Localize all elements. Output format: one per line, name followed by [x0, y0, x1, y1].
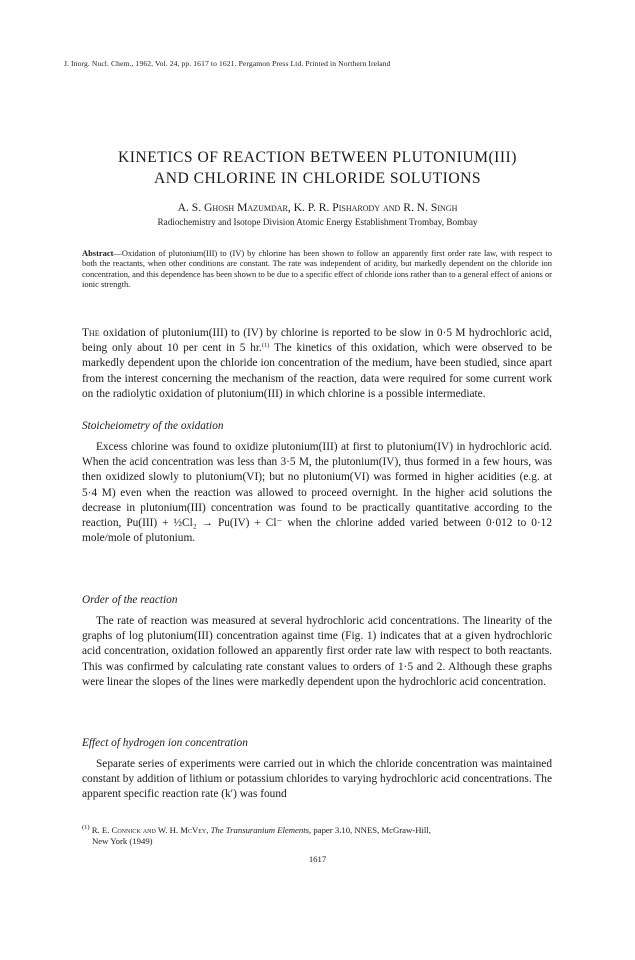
authors-text: A. S. Ghosh Mazumdar, K. P. R. Pisharody and R. N. Singh	[177, 201, 458, 214]
intro-text-1: oxidation of plutonium(III) to (IV) by chlorine is reported to be slow in 0·5 M hydrochloric acid, being only about 10 per cent in 5 hr.	[82, 327, 552, 355]
journal-citation-header: J. Inorg. Nucl. Chem., 1962, Vol. 24, pp. 1617 to 1621. Pergamon Press Ltd. Printed in Northern Ireland	[64, 59, 391, 68]
section-order-text	[82, 614, 552, 690]
affiliation: Radiochemistry and Isotope Division Atomic Energy Establishment Trombay, Bombay	[157, 217, 478, 227]
reference-marker: (1)	[261, 342, 270, 350]
intro-text-2: The kinetics of this oxidation, which were observed to be markedly dependent upon the chloride ion concentration of the medium, have been studied, since apart from the interest concerning the mechanism of the reaction, data were required for some current work on the radiolytic oxidation of plutonium(III) in which chlorine is a possible intermediate.	[82, 342, 553, 400]
footnote-marker: (1)	[82, 824, 90, 831]
intro-paragraph	[82, 326, 552, 402]
section-heading-hydrogen-ion: Effect of hydrogen ion concentration	[82, 737, 248, 749]
footnote-rest: , paper 3.10, NNES, McGraw-Hill,	[309, 825, 431, 835]
author-list	[40, 201, 595, 215]
article-title	[40, 147, 595, 189]
abstract	[82, 248, 552, 289]
section-hydrogen-ion-text	[82, 757, 552, 803]
section-heading-stoicheiometry: Stoicheiometry of the oxidation	[82, 420, 224, 432]
footnote-work-title: The Transuranium Elements	[210, 825, 310, 835]
abstract-text: —Oxidation of plutonium(III) to (IV) by chlorine has been shown to follow an apparently first order rate law, with respect to both the reactants, when other conditions are constant. The rate was independent of acidity, but markedly dependent on the chloride ion concentration, and this dependence has been shown to be due to a specific effect of chloride ions rather than to a general effect of anions or ionic strength.	[82, 248, 552, 289]
abstract-label: Abstract	[82, 248, 114, 258]
stoicheiometry-paragraph: Excess chlorine was found to oxidize plutonium(III) at first to plutonium(IV) in hydrochloric acid. When the acid concentration was less than 3·5 M, the plutonium(IV), thus formed in a few hours, was then oxidized slowly to plutonium(VI); but no plutonium(VI) was formed in higher acidities (e.g. at 5·4 M) even when the reaction was allowed to proceed overnight. In the higher acid solutions the decrease in plutonium(III) concentration was found to be practically quantitative according to the reaction, Pu(III) + ½Cl₂ → Pu(IV) + Cl⁻ when the chlorine added varied between 0·012 to 0·12 mole/mole of plutonium.	[82, 441, 552, 545]
page-number: 1617	[308, 854, 327, 864]
footnote-continuation: New York (1949)	[92, 836, 153, 846]
footnote-authors: R. E. Connick and W. H. McVey,	[89, 825, 211, 835]
section-heading-order: Order of the reaction	[82, 594, 178, 606]
title-line-2: AND CHLORINE IN CHLORIDE SOLUTIONS	[153, 170, 482, 187]
intro-lead-word: The	[82, 327, 100, 339]
hydrogen-ion-paragraph: Separate series of experiments were carried out in which the chloride concentration was maintained constant by addition of lithium or potassium chlorides to varying hydrochloric acid concentrations. The apparent specific reaction rate (k′) was found	[82, 758, 552, 801]
footnote	[82, 825, 552, 847]
title-line-1: KINETICS OF REACTION BETWEEN PLUTONIUM(III)	[118, 149, 517, 166]
order-paragraph: The rate of reaction was measured at several hydrochloric acid concentrations. The linearity of the graphs of log plutonium(III) concentration against time (Fig. 1) indicates that at a given hydrochloric acid concentration, oxidation followed an apparently first order rate law with respect to both reactants. This was confirmed by calculating rate constant values to orders of 1·5 and 2. Although these graphs were linear the slopes of the lines were markedly dependent upon the hydrochloric acid concentration.	[82, 615, 552, 688]
section-stoicheiometry-text	[82, 440, 552, 546]
